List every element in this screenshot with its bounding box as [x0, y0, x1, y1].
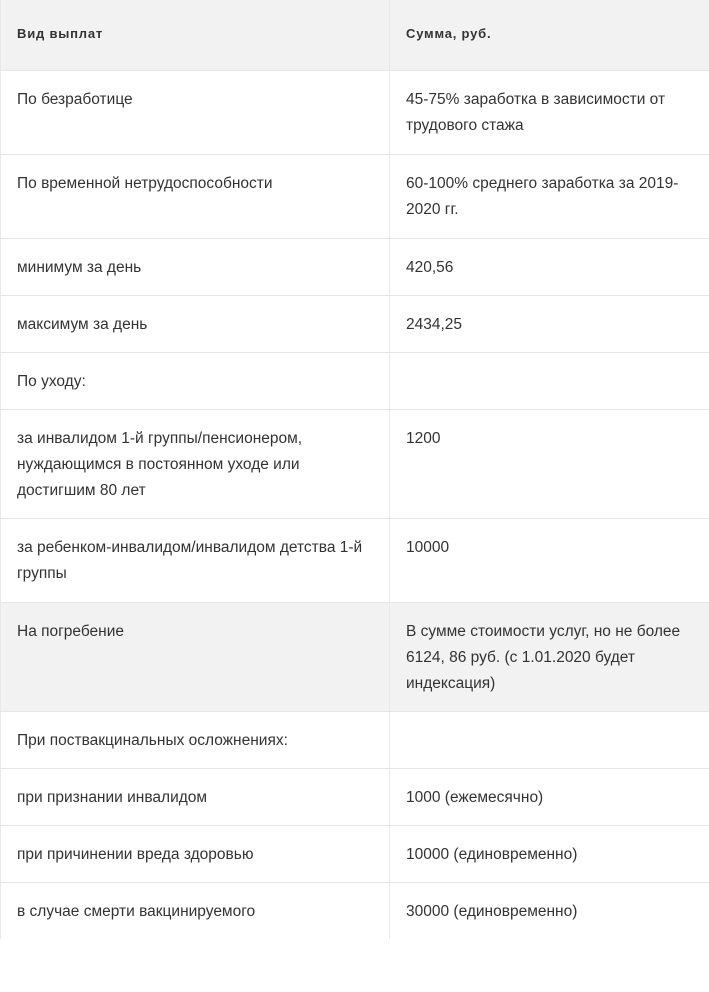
table-row	[1, 768, 709, 825]
row-value: 10000 (единовременно)	[390, 825, 709, 882]
table-row	[1, 70, 709, 154]
table-row	[1, 238, 709, 295]
row-value: 60-100% среднего заработка за 2019-2020 гг.	[390, 154, 709, 238]
row-label: максимум за день	[1, 295, 390, 352]
row-label: При поствакцинальных осложнениях:	[1, 711, 390, 768]
header-amount: Сумма, руб.	[390, 0, 709, 70]
row-value: 1000 (ежемесячно)	[390, 768, 709, 825]
row-label: при причинении вреда здоровью	[1, 825, 390, 882]
table-row	[1, 882, 709, 939]
row-label: минимум за день	[1, 238, 390, 295]
table-row	[1, 409, 709, 518]
table-row	[1, 518, 709, 602]
row-value: 10000	[390, 518, 709, 602]
row-value: В сумме стоимости услуг, но не более 6124, 86 руб. (с 1.01.2020 будет индексация)	[390, 602, 709, 711]
row-label: при признании инвалидом	[1, 768, 390, 825]
table-row	[1, 711, 709, 768]
row-label: По уходу:	[1, 352, 390, 409]
row-label: за инвалидом 1-й группы/пенсионером, нуждающимся в постоянном уходе или достигшим 80 лет	[1, 409, 390, 518]
table-row	[1, 154, 709, 238]
row-value: 45-75% заработка в зависимости от трудового стажа	[390, 70, 709, 154]
row-label: На погребение	[1, 602, 390, 711]
row-value: 1200	[390, 409, 709, 518]
row-label: в случае смерти вакцинируемого	[1, 882, 390, 939]
table-row	[1, 295, 709, 352]
table-header-row	[1, 0, 709, 70]
table-row	[1, 352, 709, 409]
row-value: 30000 (единовременно)	[390, 882, 709, 939]
row-value	[390, 711, 709, 768]
table-row	[1, 825, 709, 882]
row-value	[390, 352, 709, 409]
row-label: По безработице	[1, 70, 390, 154]
row-value: 420,56	[390, 238, 709, 295]
row-label: за ребенком-инвалидом/инвалидом детства 1-й группы	[1, 518, 390, 602]
header-payment-type: Вид выплат	[1, 0, 390, 70]
table-row	[1, 602, 709, 711]
row-value: 2434,25	[390, 295, 709, 352]
row-label: По временной нетрудоспособности	[1, 154, 390, 238]
